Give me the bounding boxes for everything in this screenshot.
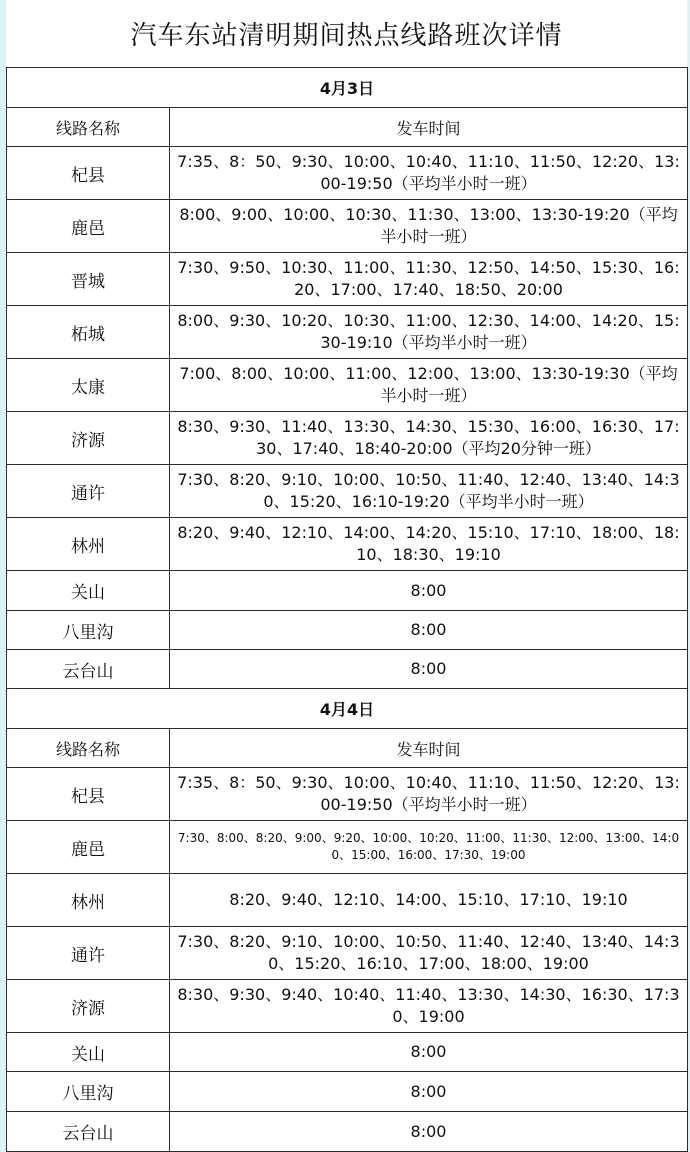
departure-times: 8:00、9:00、10:00、10:30、11:30、13:00、13:30-19:20（平均半小时一班） xyxy=(170,200,688,253)
route-name: 济源 xyxy=(7,980,170,1033)
departure-times: 8:00 xyxy=(170,1112,688,1152)
departure-times: 8:20、9:40、12:10、14:00、15:10、17:10、19:10 xyxy=(170,874,688,927)
schedule-table xyxy=(6,67,688,1152)
route-name: 晋城 xyxy=(7,253,170,306)
section-date-row xyxy=(7,689,688,729)
section-date: 4月4日 xyxy=(7,689,688,729)
departure-times: 8:00 xyxy=(170,611,688,650)
route-name: 关山 xyxy=(7,571,170,611)
route-name: 林州 xyxy=(7,518,170,571)
route-name: 八里沟 xyxy=(7,611,170,650)
departure-times: 8:00 xyxy=(170,1033,688,1072)
departure-times: 8:00 xyxy=(170,650,688,689)
table-row xyxy=(7,571,688,611)
route-name: 鹿邑 xyxy=(7,200,170,253)
departure-times: 8:00、9:30、10:20、10:30、11:00、12:30、14:00、14:20、15:30-19:10（平均半小时一班） xyxy=(170,306,688,359)
time-column-header: 发车时间 xyxy=(170,108,688,147)
route-column-header: 线路名称 xyxy=(7,729,170,768)
table-row xyxy=(7,980,688,1033)
route-column-header: 线路名称 xyxy=(7,108,170,147)
header-row xyxy=(7,729,688,768)
route-name: 通许 xyxy=(7,927,170,980)
departure-times: 8:30、9:30、11:40、13:30、14:30、15:30、16:00、16:30、17:30、17:40、18:40-20:00（平均20分钟一班） xyxy=(170,412,688,465)
section-date: 4月3日 xyxy=(7,68,688,108)
table-row xyxy=(7,359,688,412)
departure-times: 8:00 xyxy=(170,571,688,611)
route-name: 云台山 xyxy=(7,650,170,689)
route-name: 济源 xyxy=(7,412,170,465)
route-name: 林州 xyxy=(7,874,170,927)
table-row xyxy=(7,611,688,650)
route-name: 柘城 xyxy=(7,306,170,359)
section-date-row xyxy=(7,68,688,108)
table-row xyxy=(7,147,688,200)
route-name: 杞县 xyxy=(7,768,170,821)
departure-times: 7:30、9:50、10:30、11:00、11:30、12:50、14:50、15:30、16:20、17:00、17:40、18:50、20:00 xyxy=(170,253,688,306)
header-row xyxy=(7,108,688,147)
departure-times: 7:30、8:00、8:20、9:00、9:20、10:00、10:20、11:00、11:30、12:00、13:00、14:00、15:00、16:00、17:30、19:00 xyxy=(170,821,688,874)
table-row xyxy=(7,412,688,465)
table-row xyxy=(7,1112,688,1152)
page-title: 汽车东站清明期间热点线路班次详情 xyxy=(130,21,563,51)
departure-times: 7:35、8：50、9:30、10:00、10:40、11:10、11:50、12:20、13:00-19:50（平均半小时一班） xyxy=(170,147,688,200)
table-row xyxy=(7,1033,688,1072)
table-row xyxy=(7,253,688,306)
table-row xyxy=(7,927,688,980)
route-name: 关山 xyxy=(7,1033,170,1072)
route-name: 云台山 xyxy=(7,1112,170,1152)
departure-times: 8:00 xyxy=(170,1072,688,1112)
departure-times: 7:35、8：50、9:30、10:00、10:40、11:10、11:50、12:20、13:00-19:50（平均半小时一班） xyxy=(170,768,688,821)
table-row xyxy=(7,200,688,253)
departure-times: 7:00、8:00、10:00、11:00、12:00、13:00、13:30-19:30（平均半小时一班） xyxy=(170,359,688,412)
departure-times: 8:30、9:30、9:40、10:40、11:40、13:30、14:30、16:30、17:30、19:00 xyxy=(170,980,688,1033)
time-column-header: 发车时间 xyxy=(170,729,688,768)
table-row xyxy=(7,518,688,571)
table-row xyxy=(7,1072,688,1112)
route-name: 八里沟 xyxy=(7,1072,170,1112)
schedule-sheet xyxy=(6,0,687,1151)
route-name: 通许 xyxy=(7,465,170,518)
departure-times: 7:30、8:20、9:10、10:00、10:50、11:40、12:40、13:40、14:30、15:20、16:10-19:20（平均半小时一班） xyxy=(170,465,688,518)
route-name: 鹿邑 xyxy=(7,821,170,874)
route-name: 杞县 xyxy=(7,147,170,200)
departure-times: 7:30、8:20、9:10、10:00、10:50、11:40、12:40、13:40、14:30、15:20、16:10、17:00、18:00、19:00 xyxy=(170,927,688,980)
table-row xyxy=(7,768,688,821)
table-row xyxy=(7,821,688,874)
route-name: 太康 xyxy=(7,359,170,412)
departure-times: 8:20、9:40、12:10、14:00、14:20、15:10、17:10、18:00、18:10、18:30、19:10 xyxy=(170,518,688,571)
table-row xyxy=(7,465,688,518)
table-row xyxy=(7,874,688,927)
table-row xyxy=(7,650,688,689)
table-row xyxy=(7,306,688,359)
